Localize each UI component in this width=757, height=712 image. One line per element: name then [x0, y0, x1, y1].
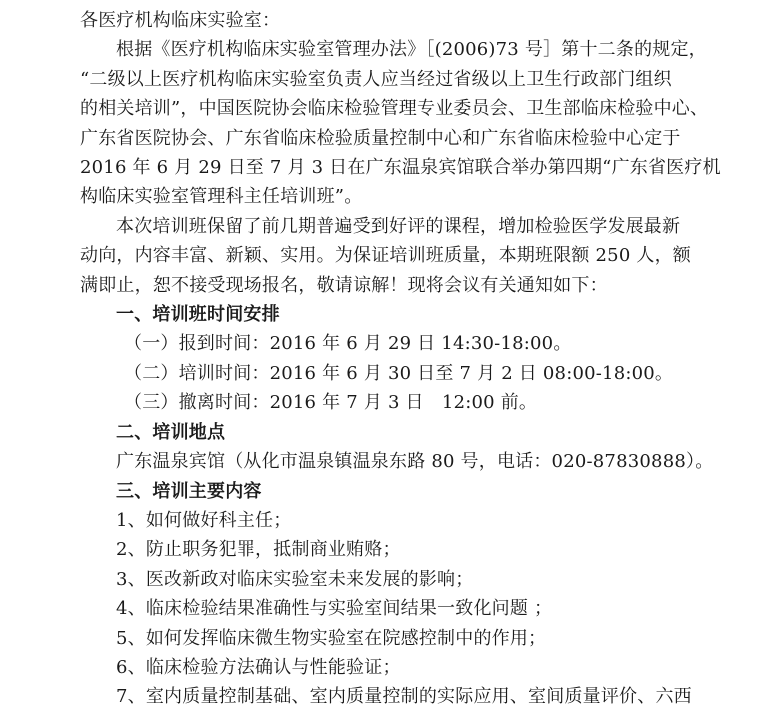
paragraph-line: 广东省医院协会、广东省临床检验质量控制中心和广东省临床检验中心定于: [80, 127, 681, 149]
paragraph-line: 动向，内容丰富、新颖、实用。为保证培训班质量，本期班限额 250 人，额: [80, 245, 691, 267]
paragraph-line: 构临床实验室管理科主任培训班”。: [80, 186, 363, 208]
section-heading: 一、培训班时间安排: [116, 304, 280, 326]
section-heading: 二、培训地点: [116, 421, 226, 443]
paragraph-line: 满即止，恕不接受现场报名，敬请谅解！现将会议有关通知如下：: [80, 274, 608, 296]
paragraph-line: 2016 年 6 月 29 日至 7 月 3 日在广东温泉宾馆联合举办第四期“广东省医疗机: [80, 157, 721, 179]
content-list-item: 1、如何做好科主任；: [116, 509, 292, 531]
paragraph-line: “二级以上医疗机构临床实验室负责人应当经过省级以上卫生行政部门组织: [80, 68, 672, 90]
paragraph-line: 根据《医疗机构临床实验室管理办法》［(2006)73 号］第十二条的规定，: [116, 39, 707, 61]
schedule-item: （一）报到时间：2016 年 6 月 29 日 14:30-18:00。: [124, 333, 572, 355]
content-list-item: 4、临床检验结果准确性与实验室间结果一致化问题 ；: [116, 598, 553, 620]
content-list-item: 5、如何发挥临床微生物实验室在院感控制中的作用；: [116, 627, 547, 649]
schedule-item: （二）培训时间：2016 年 6 月 30 日至 7 月 2 日 08:00-18:00。: [124, 362, 674, 384]
content-list-item: 7、室内质量控制基础、室内质量控制的实际应用、室间质量评价、六西: [116, 686, 692, 708]
venue-line: 广东温泉宾馆（从化市温泉镇温泉东路 80 号，电话：020-87830888）。: [116, 451, 714, 473]
content-list-item: 2、防止职务犯罪，抵制商业贿赂；: [116, 539, 401, 561]
content-list-item: 3、医改新政对临床实验室未来发展的影响；: [116, 568, 474, 590]
paragraph-line: 的相关培训”，中国医院协会临床检验管理专业委员会、卫生部临床检验中心、: [80, 98, 709, 120]
schedule-item: （三）撤离时间：2016 年 7 月 3 日 12:00 前。: [124, 392, 538, 414]
paragraph-line: 本次培训班保留了前几期普遍受到好评的课程，增加检验医学发展最新: [116, 215, 681, 237]
section-heading: 三、培训主要内容: [116, 480, 262, 502]
content-list-item: 6、临床检验方法确认与性能验证；: [116, 656, 401, 678]
salutation: 各医疗机构临床实验室：: [80, 10, 281, 31]
